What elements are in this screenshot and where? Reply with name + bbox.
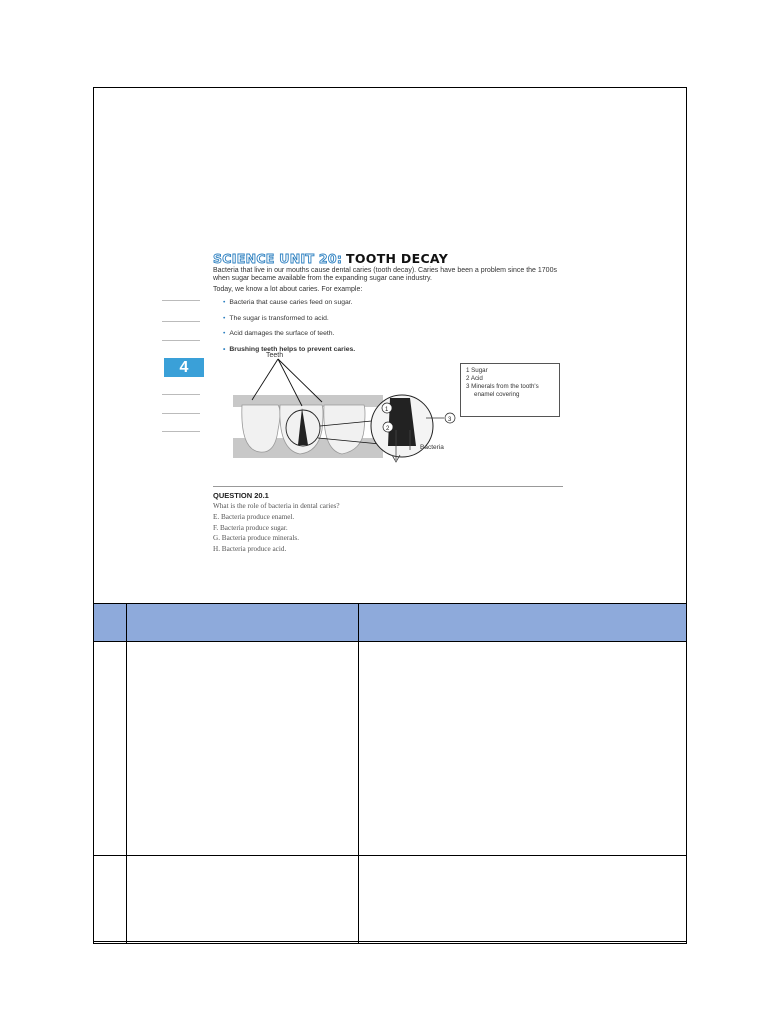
legend-item: 1 Sugar [466, 367, 488, 374]
worksheet-title [213, 251, 448, 266]
margin-rule [162, 394, 200, 395]
intro-paragraph: Bacteria that live in our mouths cause dental caries (tooth decay). Caries have been a problem since the 1700s when sugar became available from the expanding sugar cane industry. [213, 267, 557, 283]
margin-rule [162, 321, 200, 322]
option-item: E. Bacteria produce enamel. [213, 513, 295, 521]
diagram-legend [460, 363, 560, 417]
question-heading: QUESTION 20.1 [213, 491, 269, 500]
margin-rule [162, 431, 200, 432]
marker-3: 3 [448, 417, 452, 423]
header-cell [94, 604, 127, 642]
worksheet-image [160, 248, 570, 568]
legend-item: 2 Acid [466, 375, 483, 382]
table-cell[interactable] [94, 856, 127, 944]
margin-rule [162, 300, 200, 301]
table-row [94, 856, 687, 944]
today-line: Today, we know a lot about caries. For example: [213, 286, 363, 293]
fact-item: • Bacteria that cause caries feed on sugar. [223, 299, 355, 315]
table-cell[interactable] [126, 642, 358, 856]
table-cell[interactable] [94, 642, 127, 856]
legend-item: enamel covering [474, 391, 520, 398]
header-cell [126, 604, 358, 642]
table-cell[interactable] [359, 642, 687, 856]
answer-table [93, 603, 687, 944]
table-cell[interactable] [126, 856, 358, 944]
title-unit: SCIENCE UNIT 20: [213, 251, 343, 266]
question-text: What is the role of bacteria in dental caries? [213, 502, 340, 510]
bacteria-label: Bacteria [420, 444, 444, 451]
table-header-row [94, 604, 687, 642]
fact-item: • The sugar is transformed to acid. [223, 315, 355, 331]
table-cell[interactable] [359, 856, 687, 944]
margin-rule [162, 413, 200, 414]
answer-options [213, 513, 299, 555]
chapter-tab: 4 [164, 358, 204, 377]
option-item: F. Bacteria produce sugar. [213, 523, 288, 532]
title-name: TOOTH DECAY [346, 251, 449, 266]
marker-1: 1 [385, 407, 389, 413]
option-item: G. Bacteria produce minerals. [213, 534, 300, 542]
margin-rule [162, 340, 200, 341]
section-divider [213, 486, 563, 487]
option-item: H. Bacteria produce acid. [213, 544, 287, 553]
fact-item: • Acid damages the surface of teeth. [223, 330, 355, 346]
teeth-pointer [252, 359, 278, 400]
header-cell [359, 604, 687, 642]
legend-item: 3 Minerals from the tooth's [466, 383, 539, 390]
fact-item: • Brushing teeth helps to prevent caries. [223, 346, 355, 362]
table-row [94, 642, 687, 856]
marker-2: 2 [386, 426, 390, 432]
teeth-label: Teeth [266, 352, 284, 359]
